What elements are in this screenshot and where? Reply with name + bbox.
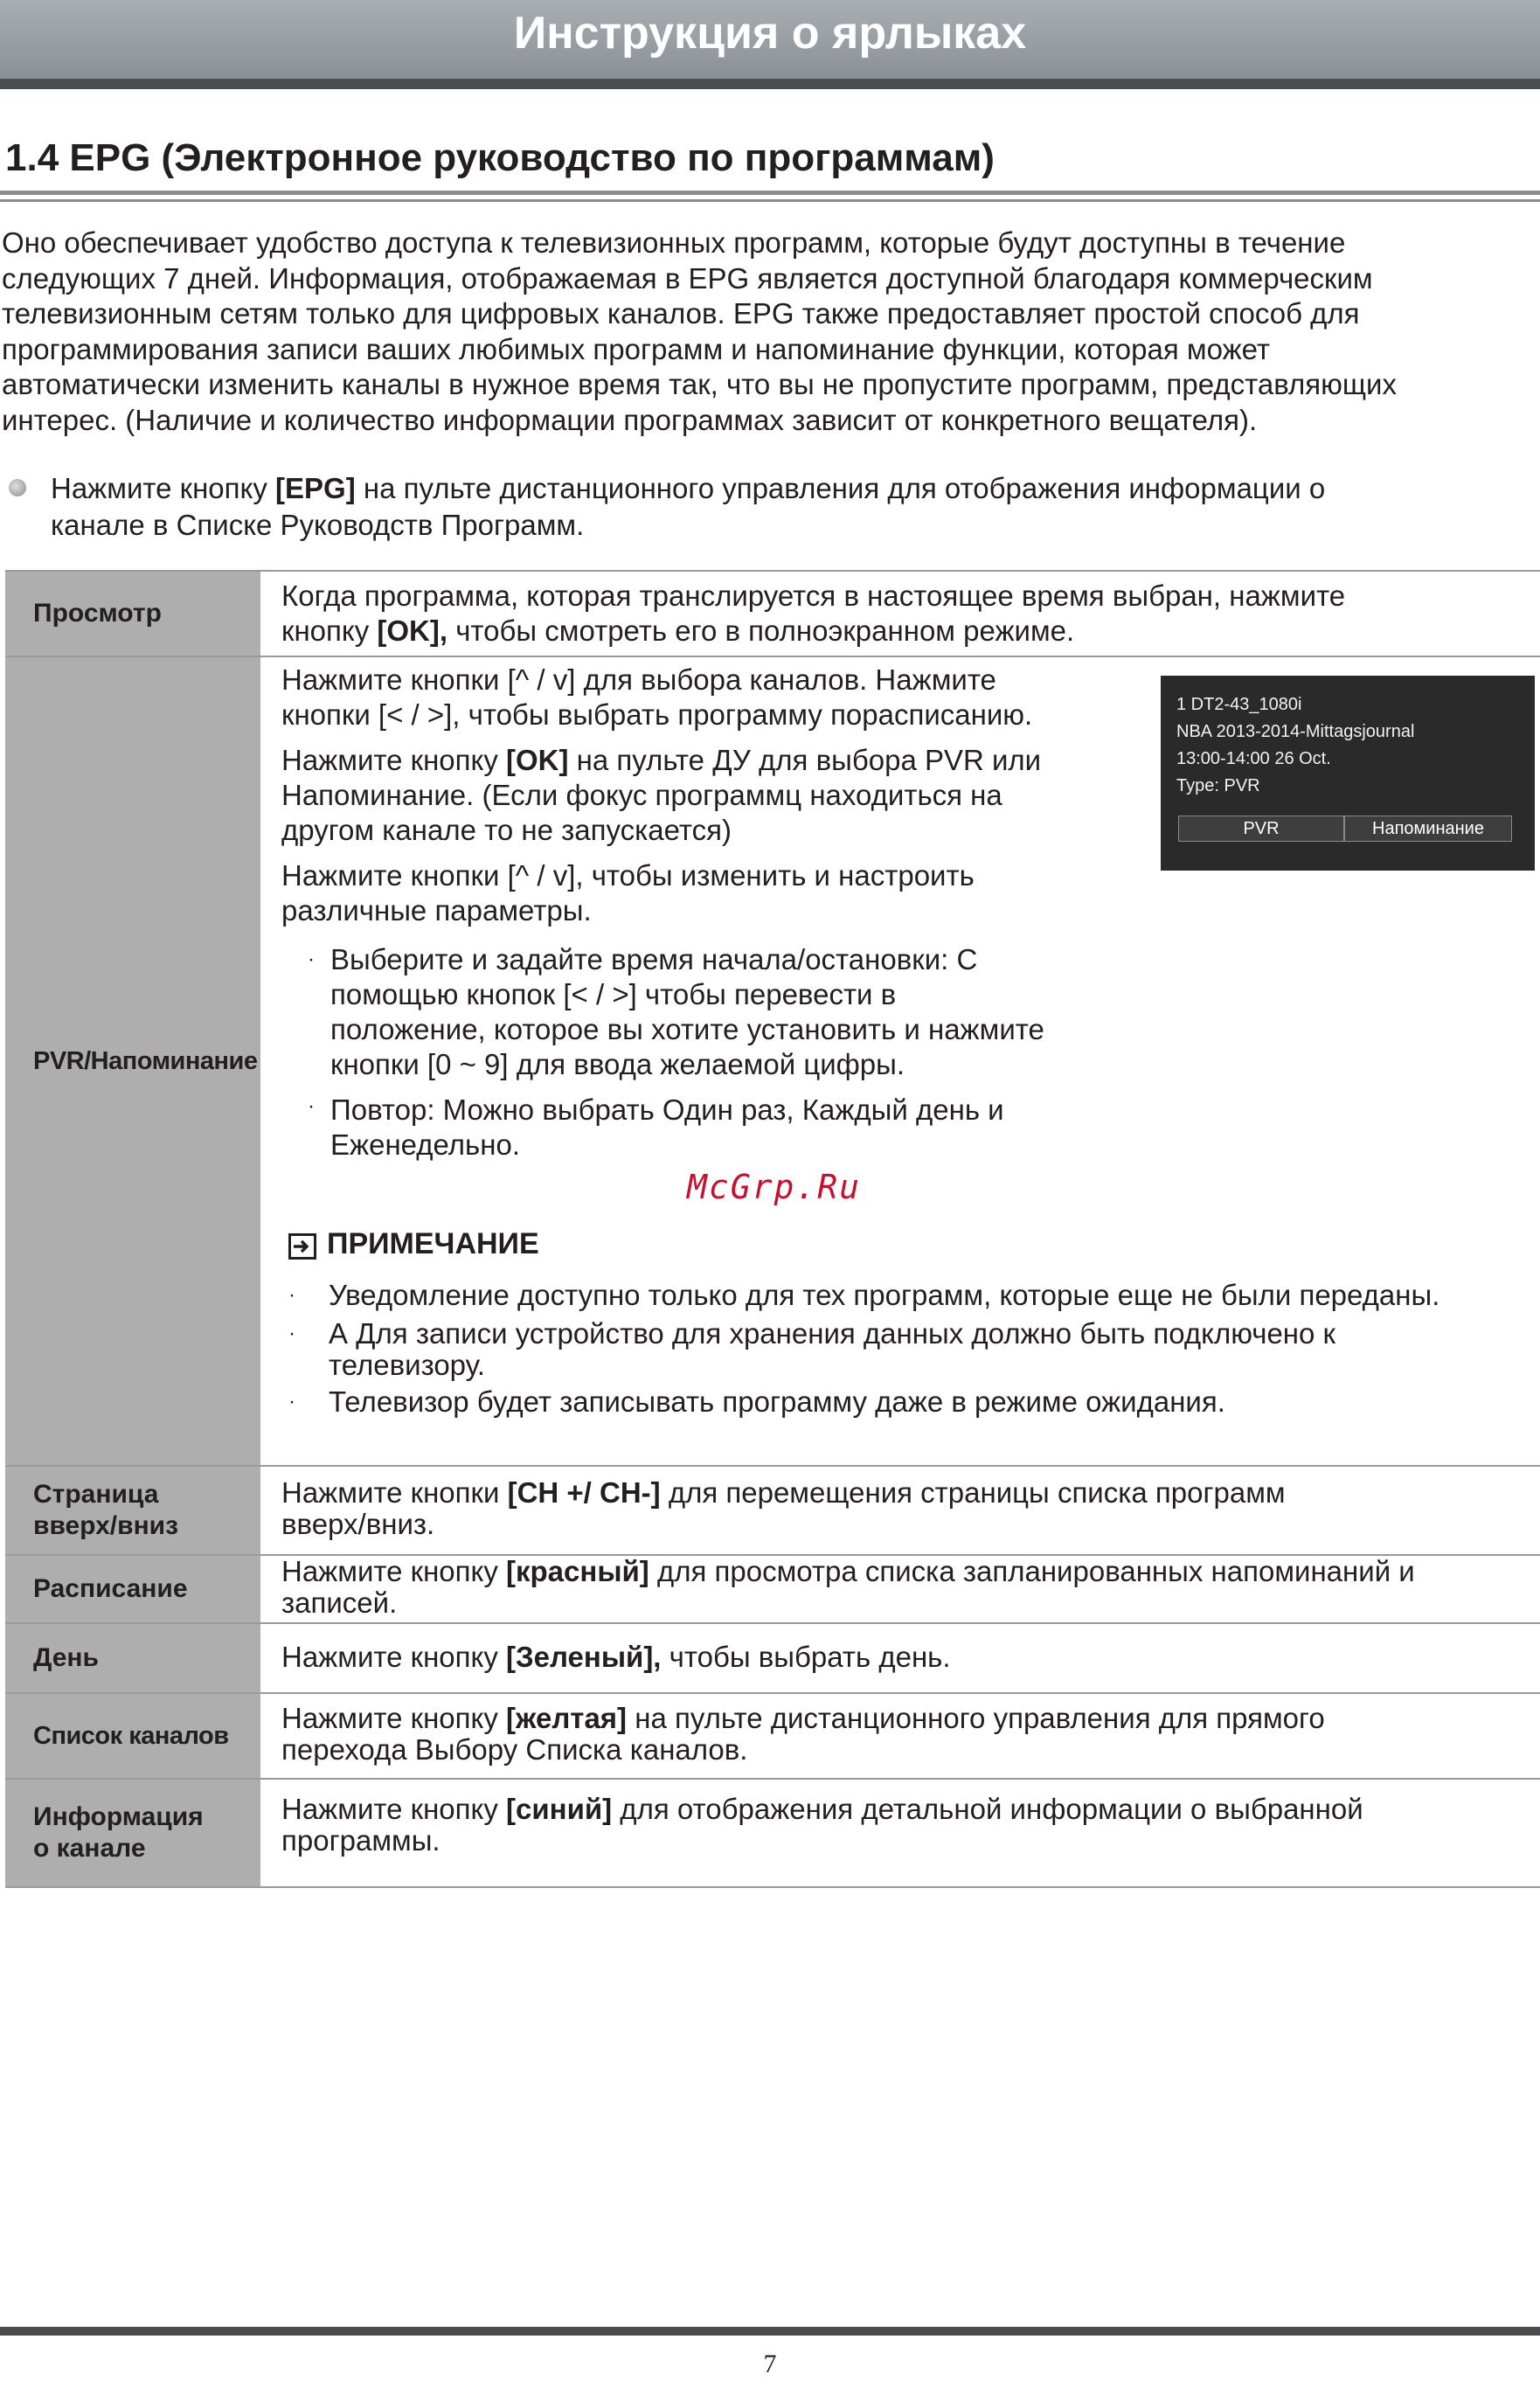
key-yellow: [желтая]	[506, 1702, 628, 1734]
row-content	[281, 1477, 1540, 1540]
intro-line: программирования записи ваших любимых программ и напоминание функции, которая может	[2, 332, 1271, 365]
text: NBA 2013-2014-Mittagsjournal	[1176, 722, 1415, 741]
text: перехода Выбору Списка каналов.	[281, 1733, 748, 1766]
text: 13:00-14:00 26 Oct.	[1176, 749, 1331, 768]
text: канале в Списке Руководств Программ.	[51, 509, 585, 541]
table-row-channels	[5, 1692, 1540, 1778]
text: для просмотра списка запланированных напоминаний и	[649, 1555, 1415, 1587]
title-rule-thin	[0, 199, 1540, 202]
text: для отображения детальной информации о выбранной	[612, 1793, 1363, 1825]
note-bullet: ·	[288, 1390, 295, 1413]
table-row-view	[5, 570, 1540, 656]
text: о канале	[33, 1834, 146, 1863]
text: А Для записи устройство для хранения данных должно быть подключено к	[329, 1317, 1335, 1350]
text: Нажмите кнопку	[51, 472, 276, 504]
text: Type: PVR	[1176, 776, 1260, 795]
text: кнопки [0 ~ 9] для ввода желаемой цифры.	[330, 1048, 905, 1080]
note-bullet: ·	[288, 1283, 295, 1307]
text: программы.	[281, 1824, 440, 1857]
key-ch: [CH +/ CH-]	[507, 1476, 661, 1509]
row-content	[281, 1642, 1540, 1673]
intro-line: автоматически изменить каналы в нужное время так, что вы не пропустите программ, представляющих	[2, 368, 1397, 400]
header-title: Инструкция о ярлыках	[513, 8, 1027, 59]
text: другом канале то не запускается)	[281, 814, 732, 846]
intro-line: Оно обеспечивает удобство доступа к телевизионных программ, которые будут доступны в течение	[2, 226, 1346, 259]
note-item	[329, 1318, 1535, 1381]
text: Нажмите кнопку	[281, 1793, 507, 1825]
table-row-schedule	[5, 1554, 1540, 1622]
header-banner	[0, 0, 1540, 79]
sub-item-repeat	[330, 1093, 1004, 1163]
text: Повтор: Можно выбрать Один раз, Каждый день и	[330, 1093, 1004, 1126]
text: вверх/вниз	[33, 1511, 179, 1540]
row-label: День	[5, 1624, 260, 1692]
tv-screen-illustration	[1161, 676, 1535, 871]
footer-divider	[0, 2327, 1540, 2336]
text: кнопку	[281, 614, 378, 647]
text: различные параметры.	[281, 894, 592, 927]
text: записей.	[281, 1586, 398, 1619]
sub-bullet: ·	[308, 948, 315, 971]
text: Нажмите кнопку	[281, 1641, 507, 1673]
arrow-right-icon	[291, 1236, 314, 1257]
sub-item-time	[330, 942, 1044, 1082]
text: Напоминание. (Если фокус программц находиться на	[281, 779, 1002, 811]
text: Информация	[33, 1802, 204, 1831]
row-content	[281, 1556, 1540, 1619]
key-blue: [синий]	[506, 1793, 613, 1825]
text: для перемещения страницы списка программ	[660, 1476, 1286, 1509]
tv-program-info	[1176, 691, 1414, 800]
note-item: Телевизор будет записывать программу даже в режиме ожидания.	[329, 1385, 1225, 1418]
intro-paragraph	[2, 226, 1538, 438]
text: 1 DT2-43_1080i	[1176, 695, 1302, 714]
note-bullet: ·	[288, 1322, 295, 1345]
text: Страница	[33, 1480, 159, 1509]
text: чтобы смотреть его в полноэкранном режиме.	[447, 614, 1075, 647]
key-red: [красный]	[506, 1555, 649, 1587]
text: кнопки [< / >], чтобы выбрать программу порасписанию.	[281, 698, 1033, 731]
text: Нажмите кнопки	[281, 1476, 508, 1509]
row-label: Расписание	[5, 1556, 260, 1622]
key-epg: [EPG]	[275, 472, 356, 504]
row-label: Список каналов	[5, 1694, 260, 1778]
text: чтобы выбрать день.	[661, 1641, 951, 1673]
tv-pvr-button: PVR	[1178, 816, 1344, 842]
text: Выберите и задайте время начала/остановки: С	[330, 943, 978, 975]
intro-line: телевизионным сетям только для цифровых каналов. EPG также предоставляет простой способ для	[2, 297, 1360, 330]
text: Нажмите кнопку	[281, 1555, 507, 1587]
text: Нажмите кнопку	[281, 1702, 507, 1734]
text: на пульте дистанционного управления для отображения информации о	[355, 472, 1326, 504]
row-label	[5, 1780, 260, 1886]
row-label: Просмотр	[5, 572, 260, 656]
text: вверх/вниз.	[281, 1508, 435, 1540]
intro-line: следующих 7 дней. Информация, отображаемая в EPG является доступной благодаря коммерческим	[2, 261, 1373, 295]
row-content	[281, 1794, 1540, 1857]
row-label	[5, 1467, 260, 1554]
tv-reminder-button: Напоминание	[1344, 816, 1512, 842]
text: телевизору.	[329, 1349, 486, 1381]
section-title: 1.4 EPG (Электронное руководство по программам)	[5, 136, 995, 179]
watermark: McGrp.Ru	[687, 1168, 862, 1206]
row-content	[281, 579, 1540, 649]
row-content	[281, 1703, 1540, 1766]
note-icon	[288, 1233, 316, 1260]
note-title: ПРИМЕЧАНИЕ	[327, 1227, 539, 1260]
text: Нажмите кнопку	[281, 744, 507, 776]
page-number: 7	[763, 2350, 777, 2378]
text: Нажмите кнопки [^ / v], чтобы изменить и настроить	[281, 859, 975, 892]
text: на пульте ДУ для выбора PVR или	[568, 744, 1042, 776]
table-row-day	[5, 1622, 1540, 1692]
bullet-circle-icon	[9, 479, 26, 496]
text: Когда программа, которая транслируется в настоящее время выбран, нажмите	[281, 580, 1346, 612]
epg-bullet	[51, 470, 1502, 544]
row-label: PVR/Напоминание	[5, 657, 260, 1465]
table-row-page	[5, 1465, 1540, 1554]
pvr-instructions	[281, 663, 1138, 928]
intro-line: интерес. (Наличие и количество информации программах зависит от конкретного вещателя).	[2, 403, 1258, 436]
table-row-info	[5, 1778, 1540, 1888]
title-rule	[0, 191, 1540, 195]
text: на пульте дистанционного управления для прямого	[627, 1702, 1325, 1734]
text: помощью кнопок [< / >] чтобы перевести в	[330, 978, 897, 1010]
sub-bullet: ·	[308, 1094, 315, 1118]
note-item: Уведомление доступно только для тех программ, которые еще не были переданы.	[329, 1279, 1440, 1311]
text: Еженедельно.	[330, 1128, 520, 1161]
header-divider	[0, 79, 1540, 89]
key-ok: [OK],	[377, 614, 448, 647]
key-ok: [OK]	[506, 744, 569, 776]
key-green: [Зеленый],	[506, 1641, 662, 1673]
text: Нажмите кнопки [^ / v] для выбора каналов. Нажмите	[281, 663, 996, 696]
text: положение, которое вы хотите установить и нажмите	[330, 1013, 1044, 1045]
